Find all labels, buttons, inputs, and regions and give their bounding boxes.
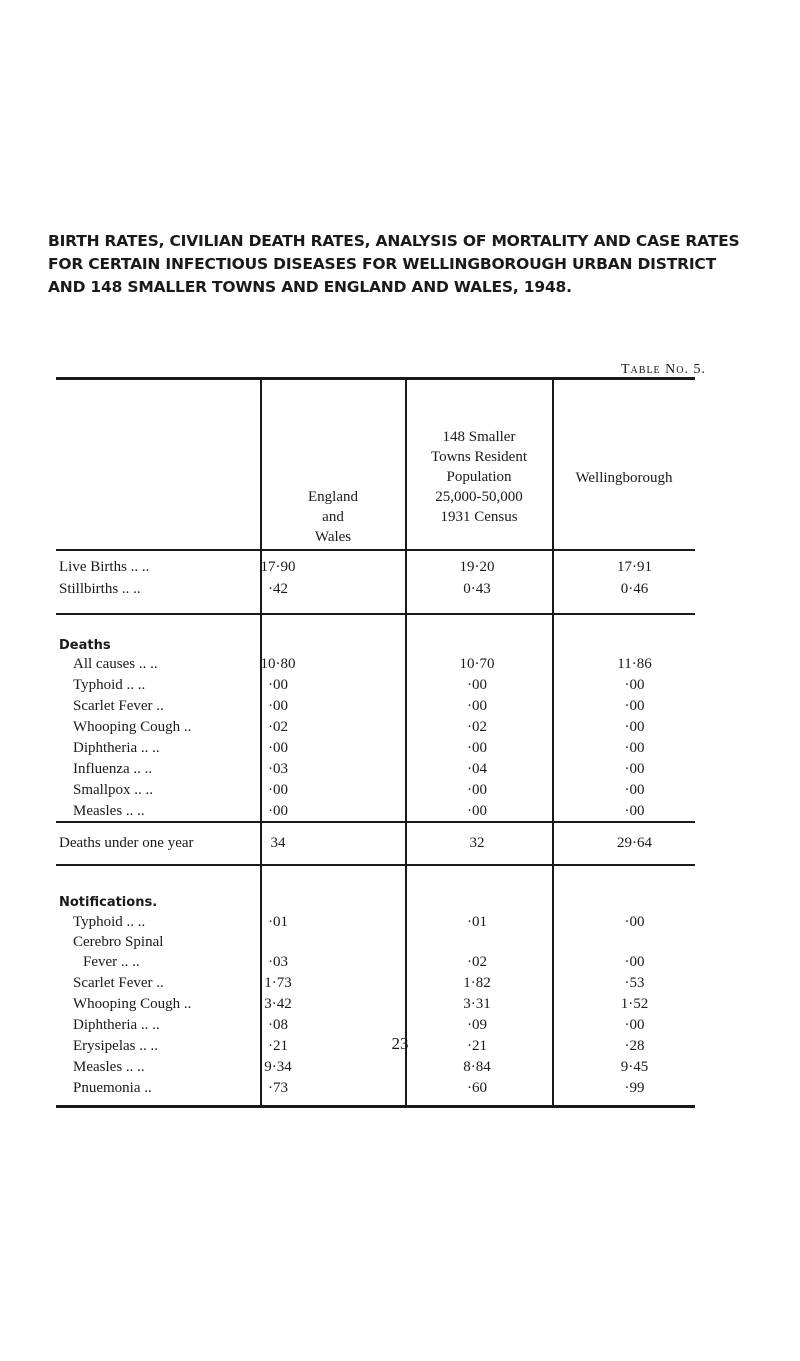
table-row: Cerebro Spinal bbox=[73, 934, 164, 950]
row-value: ·99 bbox=[624, 1080, 645, 1096]
table-row: Whooping Cough .. 3·42 3·31 1·52 bbox=[73, 996, 649, 1012]
rule-infant bbox=[56, 864, 695, 866]
rule-births bbox=[56, 613, 695, 615]
document-heading: BIRTH RATES, CIVILIAN DEATH RATES, ANALYSIS OF MORTALITY AND CASE RATES FOR CERTAIN INFECTIOUS DISEASES FOR WELLINGBOROUGH URBAN DISTRICT AND 148 SMALLER TOWNS AND ENGLAND AND WALES, 1948. bbox=[48, 232, 740, 296]
table-row: Deaths under one year 34 32 29·64 bbox=[59, 835, 652, 851]
deaths-section-title: Deaths bbox=[59, 638, 111, 653]
table-row: Fever .. .. ·03 ·02 ·00 bbox=[83, 954, 645, 970]
page-number: 23 bbox=[391, 1034, 409, 1053]
row-value: ·60 bbox=[467, 1080, 487, 1096]
table-row: Typhoid .. .. ·00 ·00 ·00 bbox=[73, 677, 645, 693]
table-row: Diphtheria .. .. ·08 ·09 ·00 bbox=[73, 1017, 645, 1033]
rule-header bbox=[56, 549, 695, 551]
header-smaller-towns: 148 Smaller Towns Resident Population 25,000-50,000 1931 Census bbox=[430, 429, 528, 525]
header-wellingborough: Wellingborough bbox=[575, 470, 673, 486]
table-row: Erysipelas .. .. ·21 ·21 ·28 bbox=[73, 1038, 645, 1054]
row-value: ·73 bbox=[268, 1080, 288, 1096]
table-row: Influenza .. .. ·03 ·04 ·00 bbox=[73, 761, 645, 777]
row-label: Pnuemonia .. bbox=[73, 1080, 152, 1096]
table-row: Measles .. .. ·00 ·00 ·00 bbox=[73, 803, 645, 819]
table-row: Whooping Cough .. ·02 ·02 ·00 bbox=[73, 719, 645, 735]
statistics-table bbox=[56, 377, 695, 1096]
table-row: Diphtheria .. .. ·00 ·00 ·00 bbox=[73, 740, 645, 756]
notifications-section-title: Notifications. bbox=[59, 895, 158, 910]
table-row: Stillbirths .. .. ·42 0·43 0·46 bbox=[59, 581, 649, 597]
table-row: Live Births .. .. 17·90 19·20 17·91 bbox=[59, 559, 652, 575]
header-england-wales: England and Wales bbox=[308, 489, 358, 545]
table-row: Scarlet Fever .. 1·73 1·82 ·53 bbox=[73, 975, 645, 991]
table-number: Table No. 5. bbox=[621, 362, 706, 377]
table-row: All causes .. .. 10·80 10·70 11·86 bbox=[73, 656, 652, 672]
table-row bbox=[56, 1078, 695, 1099]
table-row: Scarlet Fever .. ·00 ·00 ·00 bbox=[73, 698, 645, 714]
table-row: Typhoid .. .. ·01 ·01 ·00 bbox=[73, 914, 645, 930]
rule-top bbox=[56, 377, 695, 380]
table-row: Measles .. .. 9·34 8·84 9·45 bbox=[73, 1059, 649, 1075]
table-row: Smallpox .. .. ·00 ·00 ·00 bbox=[73, 782, 645, 798]
rule-bottom bbox=[56, 1105, 695, 1108]
